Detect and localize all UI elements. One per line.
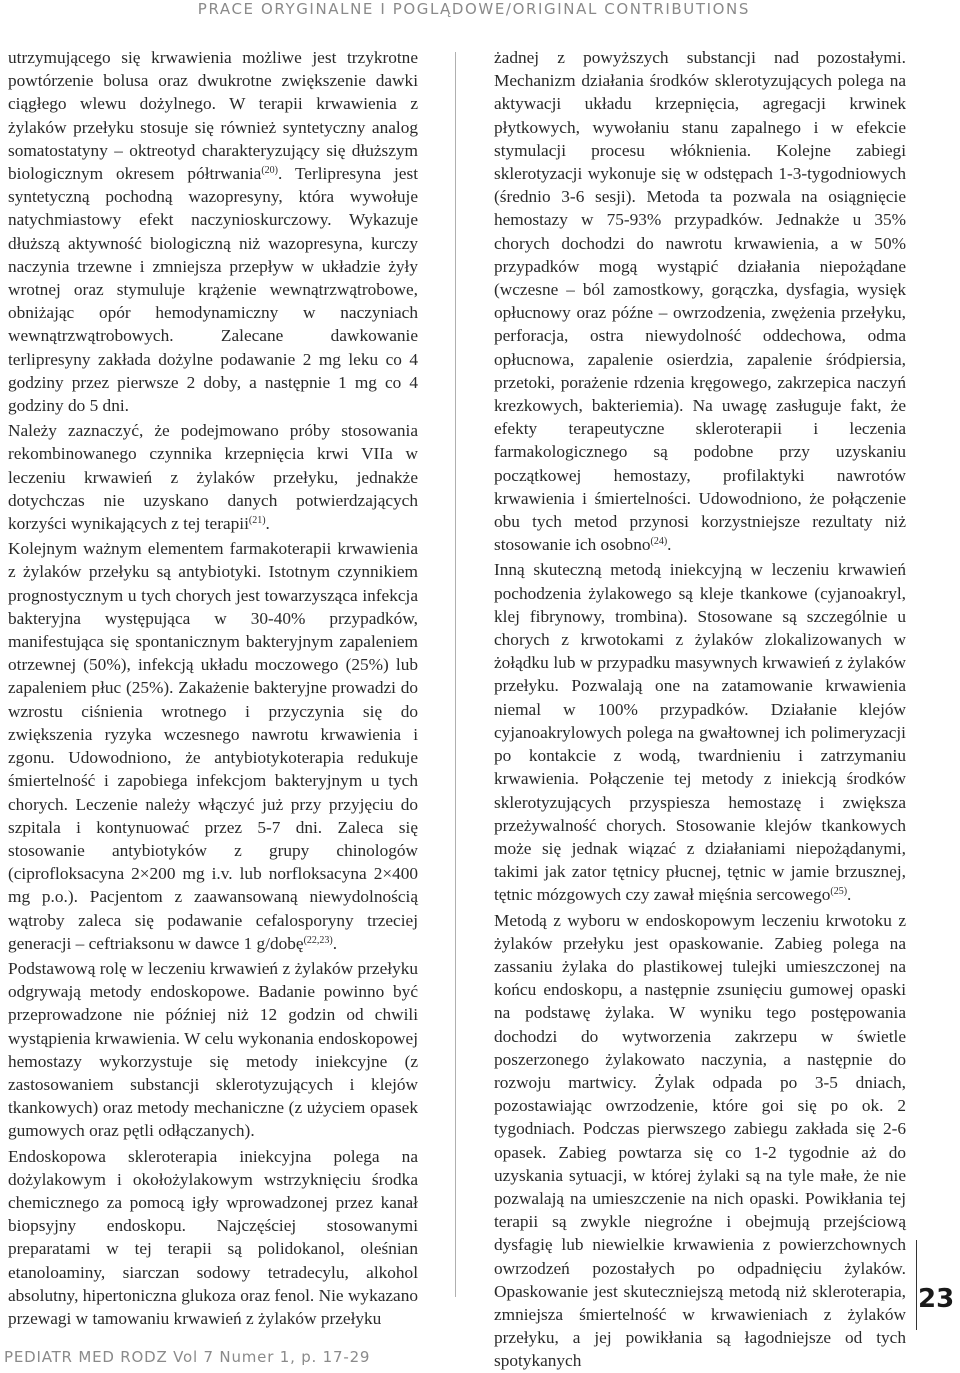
paragraph: żadnej z powyższych substancji nad pozostałymi. Mechanizm działania środków sklerotyzujących polega na aktywacji układu krzepnięcia, agregacji krwinek płytkowych, wywołaniu stanu zapalnego i w efekcie stymulacji procesu włóknienia. Kolejne zabiegi sklerotyzacji wykonuje się w odstępach 1-3-tygodniowych (średnio 3-6 sesji). Metoda ta pozwala na osiągnięcie hemostazy w 75-93% przypadków. Jednakże u 35% chorych dochodzi do nawrotu krwawienia, a w 50% przypadków mogą wystąpić działania niepożądane (wczesne – ból zamostkowy, gorączka, dysfagia, wysięk opłucnowy oraz późne – owrzodzenia, zwężenia przełyku, perforacja, ostra niewydolność oddechowa, odma opłucnowa, zapalenie osierdzia, zapalenie śródpiersia, przetoki, porażenie rdzenia kręgowego, zakrzepica naczyń krezkowych, bakteriemia). Na uwagę zasługuje fakt, że efekty terapeutyczne skleroterapii i leczenia farmakologicznego są podobne przy uzyskaniu początkowej hemostazy, profilaktyki nawrotów krwawienia i śmiertelności. Udowodniono, że połączenie obu tych metod przynosi korzystniejsze rezultaty niż stosowanie ich osobno$^{(24)}$.	[494, 48, 906, 555]
page-number-rule	[916, 1240, 917, 1330]
paragraph: Metodą z wyboru w endoskopowym leczeniu krwotoku z żylaków przełyku jest opaskowanie. Zabieg polega na zassaniu żylaka do plastikowej tulejki umieszczonej na końcu endoskopu, a następnie zsunięciu gumowej opaski na podstawę żylaka. W wyniku tego postępowania dochodzi do wytworzenia zakrzepu w świetle poszerzonego żylakowato naczynia, a następnie do rozwoju martwicy. Żylak odpada po 3-5 dniach, pozostawiając owrzodzenie, które goi się po ok. 2 tygodniach. Podczas pierwszego zabiegu zakłada się 2-6 opasek. Zabieg powtarza się co 1-2 tygodnie aż do uzyskania sytuacji, w której żylaki są na tyle małe, że nie pozwalają na umieszczenie na nich opaski. Powikłania tej terapii są zwykle niegroźne i obejmują przejściową dysfagię lub niewielkie krwawienia z powierzchownych owrzodzeń pozostałych po odpadnięciu żylaków. Opaskowanie jest skuteczniejszą metodą niż skleroterapia, zmniejsza śmiertelność w krwawieniach z żylaków przełyku, a jej powikłania są łagodniejsze od tych spotykanych	[494, 910, 906, 1371]
column-divider	[455, 52, 456, 1297]
paragraph: Kolejnym ważnym elementem farmakoterapii krwawienia z żylaków przełyku są antybiotyki. Istotnym czynnikiem prognostycznym u tych chorych jest towarzysząca infekcja bakteryjna występująca w 30-40% przypadków, manifestująca się spontanicznym bakteryjnym zapaleniem otrzewnej (50%), infekcją układu moczowego (25%) lub zapaleniem płuc (25%). Zakażenie bakteryjne prowadzi do wzrostu ciśnienia wrotnego i przyczynia się do zwiększenia ryzyka wczesnego nawrotu krwawienia i zgonu. Udowodniono, że antybiotykoterapia redukuje śmiertelność i zapobiega infekcjom bakteryjnym u tych chorych. Leczenie należy włączyć już przy przyjęciu do szpitala i kontynuować przez 5-7 dni. Zaleca się stosowanie antybiotyków z grupy chinologów (ciprofloksacyna 2×200 mg i.v. lub norfloksacyna 2×400 mg p.o.). Pacjentom z zaawansowaną niewydolnością wątroby zaleca się podawanie cefalosporyny trzeciej generacji – ceftriaksonu w dawce 1 g/dobę$^{(22,23)}$.	[8, 539, 418, 953]
paragraph: Należy zaznaczyć, że podejmowano próby stosowania rekombinowanego czynnika krzepnięcia krwi VIIa w leczeniu krwawień z żylaków przełyku, jednakże dotychczas nie uzyskano danych potwierdzających korzyści wynikających z tej terapii$^{(21)}$.	[8, 421, 418, 534]
running-footer: PEDIATR MED RODZ Vol 7 Numer 1, p. 17-29	[4, 1348, 371, 1366]
paragraph: Endoskopowa skleroterapia iniekcyjna polega na dożylakowym i okołożylakowym wstrzyknięciu środka chemicznego za pomocą igły wprowadzonej przez kanał biopsyjny endoskopu. Najczęściej stosowanymi preparatami w tej terapii są polidokanol, oleśnian etanoloaminy, siarczan sodowy tetradecylu, alkohol absolutny, hipertoniczna glukoza oraz fenol. Nie wykazano przewagi w tamowaniu krwawień z żylaków przełyku	[8, 1146, 418, 1328]
paragraph: Inną skuteczną metodą iniekcyjną w leczeniu krwawień pochodzenia żylakowego są kleje tkankowe (cyjanoakryl, klej fibrynowy, trombina). Stosowane są szczególnie u chorych z krwotokami z żylaków zlokalizowanych w żołądku lub w przypadku masywnych krwawień z żylaków przełyku. Pozwalają one na zatamowanie krwawienia niemal w 100% przypadków. Działanie klejów cyjanoakrylowych polega na gwałtownej ich polimeryzacji po kontakcie z wodą, twardnieniu i zatrzymaniu krwawienia. Połączenie tej metody z iniekcją środków sklerotyzujących przyspiesza hemostazę i zwiększa przeżywalność chorych. Stosowanie klejów tkankowych może się jednak wiązać z działaniami niepożądanymi, takimi jak zator tętnicy płucnej, tętnic w jamie brzusznej, tętnic mózgowych czy zawał mięśnia sercowego$^{(25)}$.	[494, 560, 906, 905]
page-number: 23	[918, 1284, 955, 1314]
paragraph: Podstawową rolę w leczeniu krwawień z żylaków przełyku odgrywają metody endoskopowe. Badanie powinno być przeprowadzone nie później niż 12 godzin od chwili wystąpienia krwawienia. W celu wykonania endoskopowej hemostazy wykorzystuje się metody iniekcyjne (z zastosowaniem substancji sklerotyzujących i klejów tkankowych) oraz metody mechaniczne (z użyciem opasek gumowych oraz pętli odłączanych).	[8, 958, 418, 1141]
left-column	[8, 46, 418, 1330]
running-header: PRACE ORYGINALNE I POGLĄDOWE/ORIGINAL CONTRIBUTIONS	[197, 0, 750, 18]
paragraph: utrzymującego się krwawienia możliwe jest trzykrotne powtórzenie bolusa oraz dwukrotne zwiększenie dawki ciągłego wlewu dożylnego. W terapii krwawienia z żylaków przełyku stosuje się również syntetyczny analog somatostatyny – oktreotyd charakteryzujący się dłuższym biologicznym okresem półtrwania$^{(20)}$. Terlipresyna jest syntetyczną pochodną wazopresyny, która wywołuje natychmiastowy efekt naczynioskurczowy. Wykazuje dłuższą aktywność biologiczną niż wazopresyna, kurczy naczynia trzewne i zmniejsza przepływ w układzie żyły wrotnej oraz stymuluje krążenie wewnątrzwątrobowe, obniżając opór hemodynamiczny w naczyniach wewnątrzwątrobowych. Zalecane dawkowanie terlipresyny zakłada dożylne podawanie 2 mg leku co 4 godziny przez pierwsze 2 doby, a następnie 1 mg co 4 godziny do 5 dni.	[8, 48, 418, 416]
right-column	[494, 46, 906, 1373]
